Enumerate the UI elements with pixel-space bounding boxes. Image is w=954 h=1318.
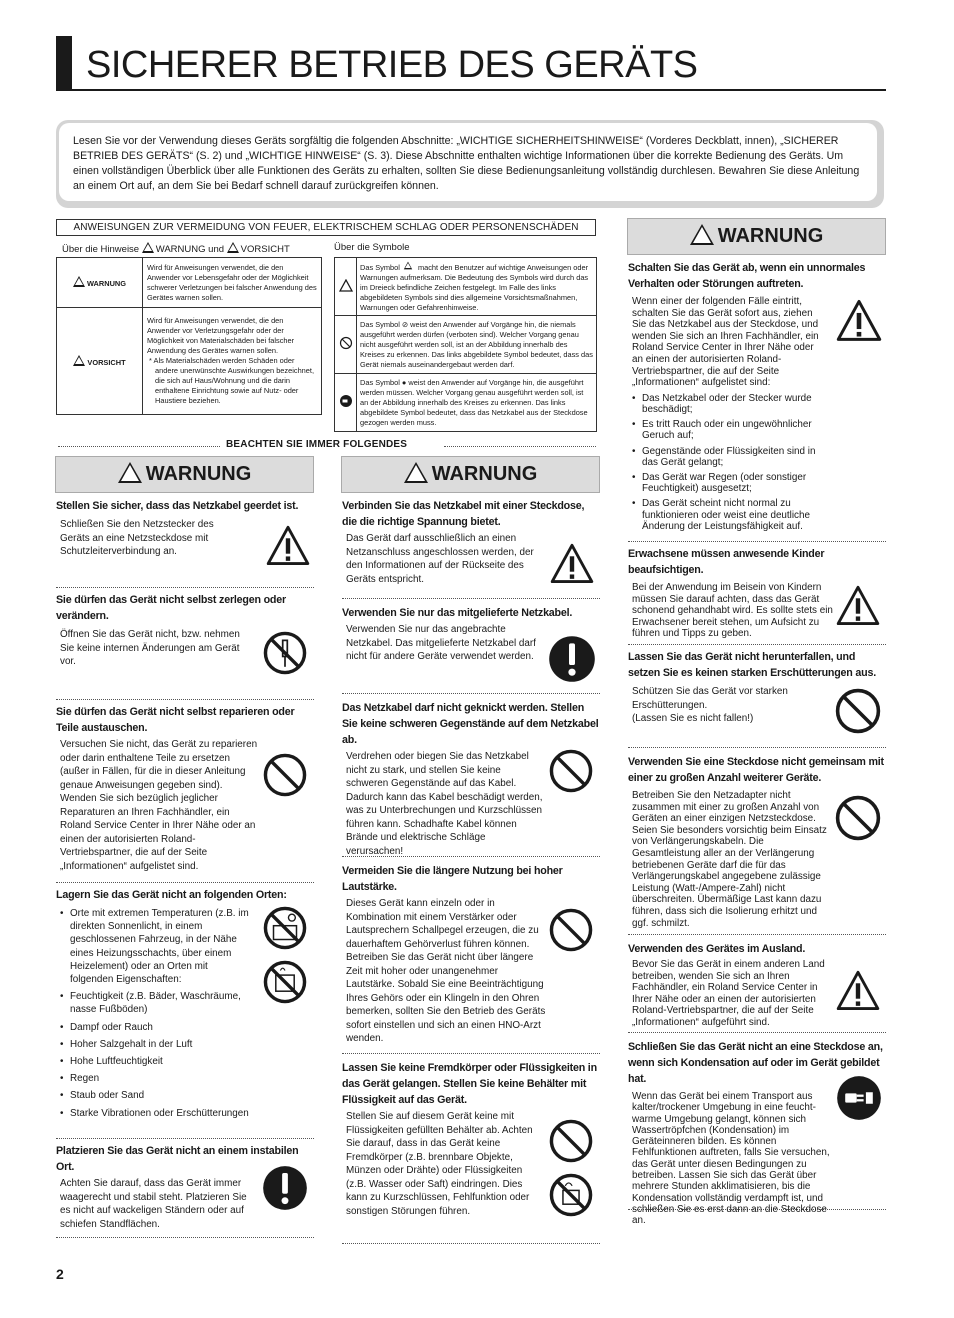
item-heading: Lassen Sie das Gerät nicht herunterfallen, und setzen Sie es keinen starken Erschütterungen aus.: [628, 651, 876, 679]
item-heading: Verwenden Sie eine Steckdose nicht gemeinsam mit einer zu großen Anzahl weiterer Geräte.: [628, 756, 884, 784]
vorsicht-label: VORSICHT: [87, 357, 126, 367]
list-item: • Hohe Luftfeuchtigkeit: [60, 1055, 252, 1068]
warning-triangle-icon: [73, 355, 85, 366]
unplug-icon: [836, 1075, 882, 1121]
notes-row-warnung: [57, 258, 322, 308]
caution-triangle-icon: [339, 279, 353, 292]
symbols-caption: Über die Symbole: [334, 242, 410, 253]
notes-caption: [62, 242, 290, 255]
list-item: • Feuchtigkeit (z.B. Bäder, Waschräume, nasse Fußböden): [60, 990, 252, 1016]
page-title: SICHERER BETRIEB DES GERÄTS: [86, 44, 698, 86]
item-text: Bevor Sie das Gerät in einem anderen Land betreiben, wenden Sie sich an Ihren Fachhändler, ein Roland Service Center in Ihrer Nähe oder an einen der autorisierten Roland-Vertriebspartner, die auf der Seite „Informationen“ aufgeführt sind.: [632, 959, 825, 1028]
prohibited-icon: [262, 752, 308, 798]
col3-item-outlet: [628, 748, 886, 935]
no-disassembly-icon: [262, 630, 308, 676]
storage-list: [56, 907, 252, 1120]
notes-caption-warnung: WARNUNG: [155, 244, 206, 255]
notes-caption-mid: und: [208, 244, 225, 255]
col1-item-disassemble: [56, 588, 314, 700]
warning-icon: [264, 524, 312, 568]
col2-item-liquids: [342, 1054, 600, 1244]
item-heading: Erwachsene müssen anwesende Kinder beaufsichtigen.: [628, 548, 825, 576]
intro-text: Lesen Sie vor der Verwendung dieses Geräts sorgfältig die folgenden Abschnitte: „WICHTIGE SICHERHEITSHINWEISE“ (Vorderes Deckblatt, innen), „SICHERER BETRIEB DES GERÄTS“ (S. 2) und „WICHTIGE HINWEISE“ (S. 3). Diese Abschnitte enthalten wichtige Informationen über die korrekte Bedienung des Geräts. Um einen vollständigen Überblick über alle Funktionen des Geräts zu erhalten, sollten Sie diese Bedienungsanleitung vollständig durchlesen. Bewahren Sie diese Anleitung an einem Ort auf, an dem Sie bei Bedarf schnell darauf zurückgreifen können.: [59, 123, 877, 201]
item-text: Dieses Gerät kann einzeln oder in Kombination mit einem Verstärker oder Lautsprechern Schallpegel erzeugen, die zu dauerhaftem Gehörverlust führen können. Betreiben Sie das Gerät nicht über längere Zeit mit hoher oder unangenehmer Lautstärke. Sobald Sie eine Beeinträchtigung Ihres Gehörs oder ein Klingeln in den Ohren bemerken, sollten Sie den Betrieb des Geräts sofort einstellen und sich an einen HNO-Arzt wenden.: [346, 898, 546, 1044]
notes-caption-pre: Über die Hinweise: [62, 244, 140, 255]
col3-item-condensation: [628, 1033, 886, 1227]
prohibited-icon: [548, 907, 594, 953]
warning-icon: [548, 542, 596, 586]
item-heading: Schließen Sie das Gerät nicht an eine Steckdose an, wenn sich Kondensation auf oder im Gerät gebildet hat.: [628, 1041, 883, 1085]
item-heading: Vermeiden Sie die längere Nutzung bei hoher Lautstärke.: [342, 865, 563, 893]
sym2-pre: Das Symbol: [360, 319, 400, 329]
item-text-note: (Lassen Sie es nicht fallen!): [632, 713, 754, 724]
col3-item-abroad: [628, 935, 886, 1033]
warning-icon: [834, 969, 882, 1013]
item-text: Öffnen Sie das Gerät nicht, bzw. nehmen Sie keine internen Änderungen am Gerät vor.: [60, 629, 240, 667]
caution-symbol-cell: [335, 258, 357, 316]
sym1-post: macht den Benutzer auf wichtige Anweisungen oder Warnungen aufmerksam. Die Bedeutung des Symbols wird durch das im Dreieck befindliche Zeichen festgelegt. Im Falle des links abgebildeten Symbols sind dies allgemeine Vorsichtsmaßnahmen, Warnungen oder Gefahrenhinweise.: [360, 263, 589, 312]
column-1: [56, 498, 314, 1238]
item-text: Verwenden Sie nur das angebrachte Netzkabel. Das mitgelieferte Netzkabel darf nicht für andere Geräte verwendet werden.: [346, 624, 536, 662]
warnung-label: WARNUNG: [86, 279, 126, 288]
list-item: • Hoher Salzgehalt in der Luft: [60, 1038, 252, 1051]
page-number: 2: [56, 1266, 64, 1282]
dotted-divider: [58, 446, 220, 447]
item-heading: Verwenden des Gerätes im Ausland.: [628, 943, 806, 955]
dotted-divider: [444, 446, 596, 447]
warning-header-col3: [627, 218, 886, 255]
warning-icon: [834, 298, 884, 344]
list-item: • Regen: [60, 1072, 252, 1085]
intro-box: [56, 120, 884, 208]
warning-triangle-icon: [142, 242, 154, 253]
title-rule: [56, 89, 886, 91]
symbol-mandatory-desc: Das Symbol ● weist den Anwender auf Vorgänge hin, die ausgeführt werden müssen. Welcher Vorgang genau ausgeführt werden soll, ist an der Abbildung innerhalb des Kreises zu erkennen. Das links abgebildete Symbol bedeutet, dass das Netzkabel aus der Steckdose gezogen werden muss.: [357, 374, 597, 432]
notes-row-vorsicht: [57, 308, 322, 415]
vorsicht-desc: [143, 308, 322, 415]
col1-item-ground: [56, 498, 314, 588]
warning-triangle-icon: [118, 462, 142, 483]
warning-header-label: WARNUNG: [717, 225, 824, 247]
item-heading: Sie dürfen das Gerät nicht selbst zerlegen oder verändern.: [56, 594, 286, 622]
warning-triangle-icon: [73, 276, 85, 287]
prohibited-symbol-cell: [335, 316, 357, 374]
symbol-prohibited-desc: Das Symbol ⊘ weist den Anwender auf Vorgänge hin, die niemals ausgeführt werden dürfen (verboten sind). Welcher Vorgang genau nicht ausgeführt werden soll, ist an der Abbildung innerhalb des Kreises zu erkennen. Das links abgebildete Symbol bedeutet, dass das Gerät niemals auseinandergebaut werden darf.: [357, 316, 597, 374]
symbols-table: [334, 257, 597, 432]
mandatory-icon: [548, 635, 596, 683]
list-item: • Das Gerät war Regen (oder sonstiger Feuchtigkeit) ausgesetzt;: [632, 472, 824, 494]
item-text: Schützen Sie das Gerät vor starken Erschütterungen.: [632, 686, 788, 711]
list-item: • Es tritt Rauch oder ein ungewöhnlicher Geruch auf;: [632, 419, 824, 441]
warning-header-label: WARNUNG: [431, 463, 538, 485]
col1-item-repair: [56, 700, 314, 883]
item-text: Verdrehen oder biegen Sie das Netzkabel nicht zu stark, und stellen Sie keine schweren Gegenstände auf das Kabel. Dadurch kann das Kabel beschädigt werden, was zu Unterbrechungen und Kurzschlüssen führen kann. Schadhafte Kabel können Brände und elektrische Schläge verursachen!: [346, 751, 543, 857]
col3-item-drop: [628, 645, 886, 748]
item-heading: Platzieren Sie das Gerät nicht an einem instabilen Ort.: [56, 1145, 299, 1173]
warning-icon: [834, 584, 882, 628]
no-disassembly-icon: [339, 336, 353, 350]
malfunction-list: [628, 393, 824, 532]
list-item: • Das Netzkabel oder der Stecker wurde beschädigt;: [632, 393, 824, 415]
col1-item-storage: [56, 883, 314, 1139]
list-item: • Das Gerät scheint nicht normal zu funktionieren oder weist eine deutliche Änderung der Leistungsfähigkeit auf.: [632, 498, 824, 532]
sym3-post: weist den Anwender auf Vorgänge hin, die ausgeführt werden müssen. Welcher Vorgang genau ausgeführt werden soll, ist an der Abbildung innerhalb des Kreises zu erkennen. Das links abgebildete Symbol bedeutet, dass das Netzkabel aus der Steckdose gezogen werden muss.: [360, 377, 588, 427]
item-text: Stellen Sie auf diesem Gerät keine mit Flüssigkeiten gefüllten Behälter ab. Achten Sie darauf, dass in das Gerät keine Fremdkörper (z.B. brennbare Objekte, Münzen oder Drähte) oder Flüssigkeiten (z.B. Wasser oder Saft) eindringen. Dies kann zu Kurzschlüssen, Fehlfunktion oder sonstigen Störungen führen.: [346, 1111, 533, 1217]
list-item: • Orte mit extremen Temperaturen (z.B. im direkten Sonnenlicht, in einem geschlossenen Fahrzeug, in der Nähe eines Heizungsschachts, über einem Heizelement) oder an Orten mit folgenden Eigenschaften:: [60, 907, 252, 986]
always-heading: BEACHTEN SIE IMMER FOLGENDES: [226, 439, 408, 450]
item-text: Versuchen Sie nicht, das Gerät zu reparieren oder darin enthaltene Teile zu ersetzen (außer in Fällen, für die in dieser Anleitung genaue Anweisungen gegeben sind). Wenden Sie sich bezüglich jeglicher Reparaturen an Ihren Fachhändler, ein Roland Service Center in Ihrer Nähe oder an einen der autorisierten Roland-Vertriebspartner, die auf der Seite „Informationen“ aufgelistet sind.: [60, 739, 258, 872]
item-heading: Stellen Sie sicher, dass das Netzkabel geerdet ist.: [56, 500, 299, 512]
warning-triangle-icon: [227, 242, 239, 253]
symbol-row-mandatory: [335, 374, 597, 432]
list-item: • Staub oder Sand: [60, 1089, 252, 1102]
item-text: Das Gerät darf ausschließlich an einen Netzanschluss angeschlossen werden, der den Informationen auf der Rückseite des Geräts entspricht.: [346, 533, 534, 585]
col3-item-children: [628, 542, 886, 645]
col2-item-voltage: [342, 498, 600, 599]
item-heading: Verbinden Sie das Netzkabel mit einer Steckdose, die die richtige Spannung bietet.: [342, 500, 585, 528]
list-item: • Gegenstände oder Flüssigkeiten sind in das Gerät gelangt;: [632, 446, 824, 468]
hazard-section-title: ANWEISUNGEN ZUR VERMEIDUNG VON FEUER, ELEKTRISCHEM SCHLAG ODER PERSONENSCHÄDEN: [56, 219, 596, 236]
item-text: Wenn das Gerät bei einem Transport aus kalter/trockener Umgebung in eine feucht-warme Umgebung gelangt, können sich Wassertröpfchen (Kondensation) im Geräteinneren bilden. Es können Fehlfunktionen auftreten, falls Sie versuchen, das Gerät unter diesen Bedingungen zu betreiben. Lassen Sie sich das Gerät über mehrere Stunden akklimatisieren, bis die Kondensation vollständig verdampft ist, und schließen Sie es erst dann an die Steckdose an.: [632, 1091, 830, 1227]
warnung-desc: Wird für Anweisungen verwendet, die den Anwender vor Lebensgefahr oder der Möglichkeit schwerer Verletzungen bei falscher Anwendung des Gerätes warnen sollen.: [143, 258, 322, 308]
unplug-icon: [339, 394, 353, 408]
item-text: Betreiben Sie den Netzadapter nicht zusammen mit einer zu großen Anzahl von Geräten an einer einzigen Netzsteckdose. Seien Sie besonders vorsichtig beim Einsatz von Verlängerungskabeln. Die Gesamtleistung aller an der Verlängerung betriebenen Geräte darf die für das Verlängerungskabel angegebene zulässige Leistung (Watt-/Ampere-Zahl) nicht überschreiten. Übermäßige Last kann dazu führen, dass sich die Isolierung erhitzt und ggf. schmilzt.: [632, 790, 827, 929]
warning-triangle-icon: [690, 224, 714, 245]
item-text: Schließen Sie den Netzstecker des Geräts an eine Netzsteckdose mit Schutzleiterverbindung an.: [60, 519, 214, 557]
warning-header-label: WARNUNG: [145, 463, 252, 485]
item-heading: Sie dürfen das Gerät nicht selbst reparieren oder Teile austauschen.: [56, 706, 295, 734]
sym1-pre: Das Symbol: [360, 263, 400, 272]
no-moisture-icon: [262, 959, 308, 1005]
symbol-row-caution: [335, 258, 597, 316]
item-heading: Verwenden Sie nur das mitgelieferte Netzkabel.: [342, 607, 573, 619]
title-bar-accent: [56, 36, 72, 90]
col1-item-unstable: [56, 1139, 314, 1238]
col2-item-volume: [342, 857, 600, 1054]
col2-item-cable: [342, 599, 600, 694]
no-sunlight-icon: [262, 905, 308, 951]
item-text: Bei der Anwendung im Beisein von Kindern müssen Sie darauf achten, dass das Gerät schonend gehandhabt wird. Es sollte stets ein Erwachsener bereit stehen, um Aufsicht zu führen und Tipps zu geben.: [632, 582, 833, 640]
column-3: [628, 260, 886, 1227]
symbol-row-prohibited: [335, 316, 597, 374]
warning-triangle-icon: [404, 262, 412, 270]
vorsicht-note: * Als Materialschäden werden Schäden oder andere unerwünschte Auswirkungen bezeichnet, die sich auf Haus/Wohnung und die darin enthaltene Einrichtung sowie auf Nutz- oder Haustiere beziehen.: [149, 356, 315, 405]
prohibited-icon: [548, 1118, 594, 1164]
mandatory-icon: [262, 1165, 308, 1211]
col3-item-malfunction: [628, 260, 886, 542]
item-heading: Lagern Sie das Gerät nicht an folgenden Orten:: [56, 889, 287, 901]
item-heading: Das Netzkabel darf nicht geknickt werden. Stellen Sie keine schweren Gegenstände auf dem Netzkabel ab.: [342, 702, 599, 746]
warning-header-col2: [341, 456, 600, 493]
prohibited-icon: [548, 748, 594, 794]
warning-triangle-icon: [404, 462, 428, 483]
item-heading: Lassen Sie keine Fremdkörper oder Flüssigkeiten in das Gerät gelangen. Stellen Sie keine Behälter mit Flüssigkeit auf das Gerät.: [342, 1062, 597, 1106]
col2-item-bend: [342, 694, 600, 857]
prohibited-icon: [834, 794, 882, 842]
vorsicht-text: Wird für Anweisungen verwendet, die den Anwender vor Verletzungsgefahr oder der Möglichkeit von Materialschäden bei falscher Anwendung des Gerätes warnen sollen.: [147, 316, 295, 355]
column-2: [342, 498, 600, 1244]
prohibited-icon: [834, 687, 882, 735]
item-heading: Schalten Sie das Gerät ab, wenn ein unnormales Verhalten oder Störungen auftreten.: [628, 262, 866, 290]
list-item: • Dampf oder Rauch: [60, 1021, 252, 1034]
sym2-post: weist den Anwender auf Vorgänge hin, die niemals ausgeführt werden dürfen (verboten sind). Welcher Vorgang genau nicht ausgeführt werden soll, ist an der Abbildung innerhalb des Kreises zu erkennen. Das links abgebildete Symbol bedeutet, dass das Gerät niemals auseinandergebaut werden darf.: [360, 319, 593, 369]
mandatory-symbol-cell: [335, 374, 357, 432]
sym3-pre: Das Symbol: [360, 377, 400, 387]
vorsicht-cell: [57, 308, 143, 415]
warning-header-col1: [55, 456, 314, 493]
no-liquid-container-icon: [548, 1172, 594, 1218]
notes-caption-vorsicht: VORSICHT: [240, 244, 290, 255]
item-text: Wenn einer der folgenden Fälle eintritt, schalten Sie das Gerät sofort aus, ziehen Sie das Netzkabel aus der Steckdose, und wenden Sie sich an Ihren Fachhändler, ein Roland Service Center in Ihrer Nähe oder an einen der autorisierten Roland-Vertriebspartner, die auf der Seite „Informationen“ aufgelistet sind:: [632, 296, 819, 389]
symbol-caution-desc: [357, 258, 597, 316]
list-item: • Starke Vibrationen oder Erschütterungen: [60, 1107, 252, 1120]
item-text: Achten Sie darauf, dass das Gerät immer waagerecht und stabil steht. Platzieren Sie es nicht auf wackeligen Ständern oder auf schiefen Standflächen.: [60, 1178, 247, 1230]
notes-table: [56, 257, 322, 415]
warnung-cell: [57, 258, 143, 308]
